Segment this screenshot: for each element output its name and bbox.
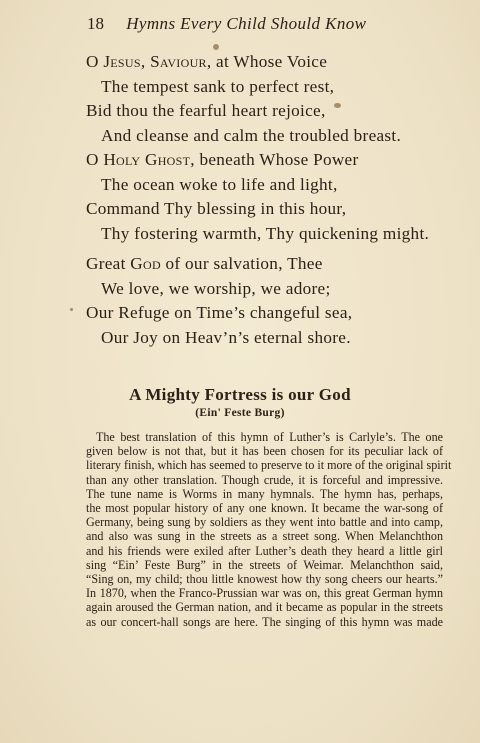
page-number: 18 <box>87 14 104 33</box>
running-title: Hymns Every Child Should Know <box>126 14 367 33</box>
hymn-line: The tempest sank to perfect rest, <box>101 76 335 96</box>
hymn-line: Our Joy on Heav’n’s eternal shore. <box>101 327 351 347</box>
hymn-line: Thy fostering warmth, Thy quickening might. <box>101 223 430 243</box>
hymn-line: Command Thy blessing in this hour, <box>86 199 347 218</box>
hymn-stanza-2 <box>86 148 446 246</box>
paragraph-line: and also was sung in the streets as a street song. When Melanchthon <box>86 529 443 544</box>
paragraph-line: given below is not that, but it has been chosen for its peculiar lack of <box>86 444 443 459</box>
hymn-line: Great God of our salvation, Thee <box>86 254 323 273</box>
hymn-stanza-1 <box>86 50 446 148</box>
hymn-line: Bid thou the fearful heart rejoice, <box>86 101 326 120</box>
hymn-line: The ocean woke to life and light, <box>101 174 338 194</box>
paragraph-line: as our concert-hall songs are here. The singing of this hymn was made <box>86 614 443 629</box>
page-header <box>87 14 407 34</box>
paragraph-line: and his friends were exiled after Luther’s death they heard a little girl <box>86 543 443 558</box>
paragraph-line: than any other translation. Though crude, it is forceful and impressive. <box>86 472 443 487</box>
hymn-line: We love, we worship, we adore; <box>101 278 331 298</box>
section-title: A Mighty Fortress is our God <box>129 385 351 404</box>
hymn-line: And cleanse and calm the troubled breast. <box>101 125 402 145</box>
ink-speck <box>334 103 341 108</box>
hymn-stanza-3 <box>86 252 446 350</box>
ink-speck <box>213 44 219 50</box>
section-subtitle: (Ein' Feste Burg) <box>195 407 285 419</box>
paragraph-line: Germany, being sung by soldiers as they went into battle and into camp, <box>86 515 443 530</box>
paragraph-line: In 1870, when the Franco-Prussian war was on, this great German hymn <box>86 586 443 601</box>
paragraph-line: The tune name is Worms in many hymnals. The hymn has, perhaps, <box>86 486 443 501</box>
paragraph-line: the most popular history of any one known. It became the war-song of <box>86 501 443 516</box>
hymn-line: O Jesus, Saviour, at Whose Voice <box>86 52 328 71</box>
paragraph-line: “Sing on, my child; thou little knowest how thy song cheers our hearts.” <box>86 572 443 587</box>
paragraph-line: literary finish, which has seemed to preserve to it more of the original spirit <box>86 458 452 473</box>
paragraph-line: again aroused the German nation, and it became as popular in the streets <box>86 600 443 615</box>
paragraph-line: sing “Ein’ Feste Burg” in the streets of Weimar. Melanchthon said, <box>86 557 443 572</box>
hymn-line: O Holy Ghost, beneath Whose Power <box>86 150 359 169</box>
ink-speck <box>70 308 73 311</box>
paragraph-line: The best translation of this hymn of Luther’s is Carlyle’s. The one <box>96 430 443 444</box>
hymn-line: Our Refuge on Time’s changeful sea, <box>86 303 353 322</box>
introductory-paragraph <box>86 430 452 629</box>
